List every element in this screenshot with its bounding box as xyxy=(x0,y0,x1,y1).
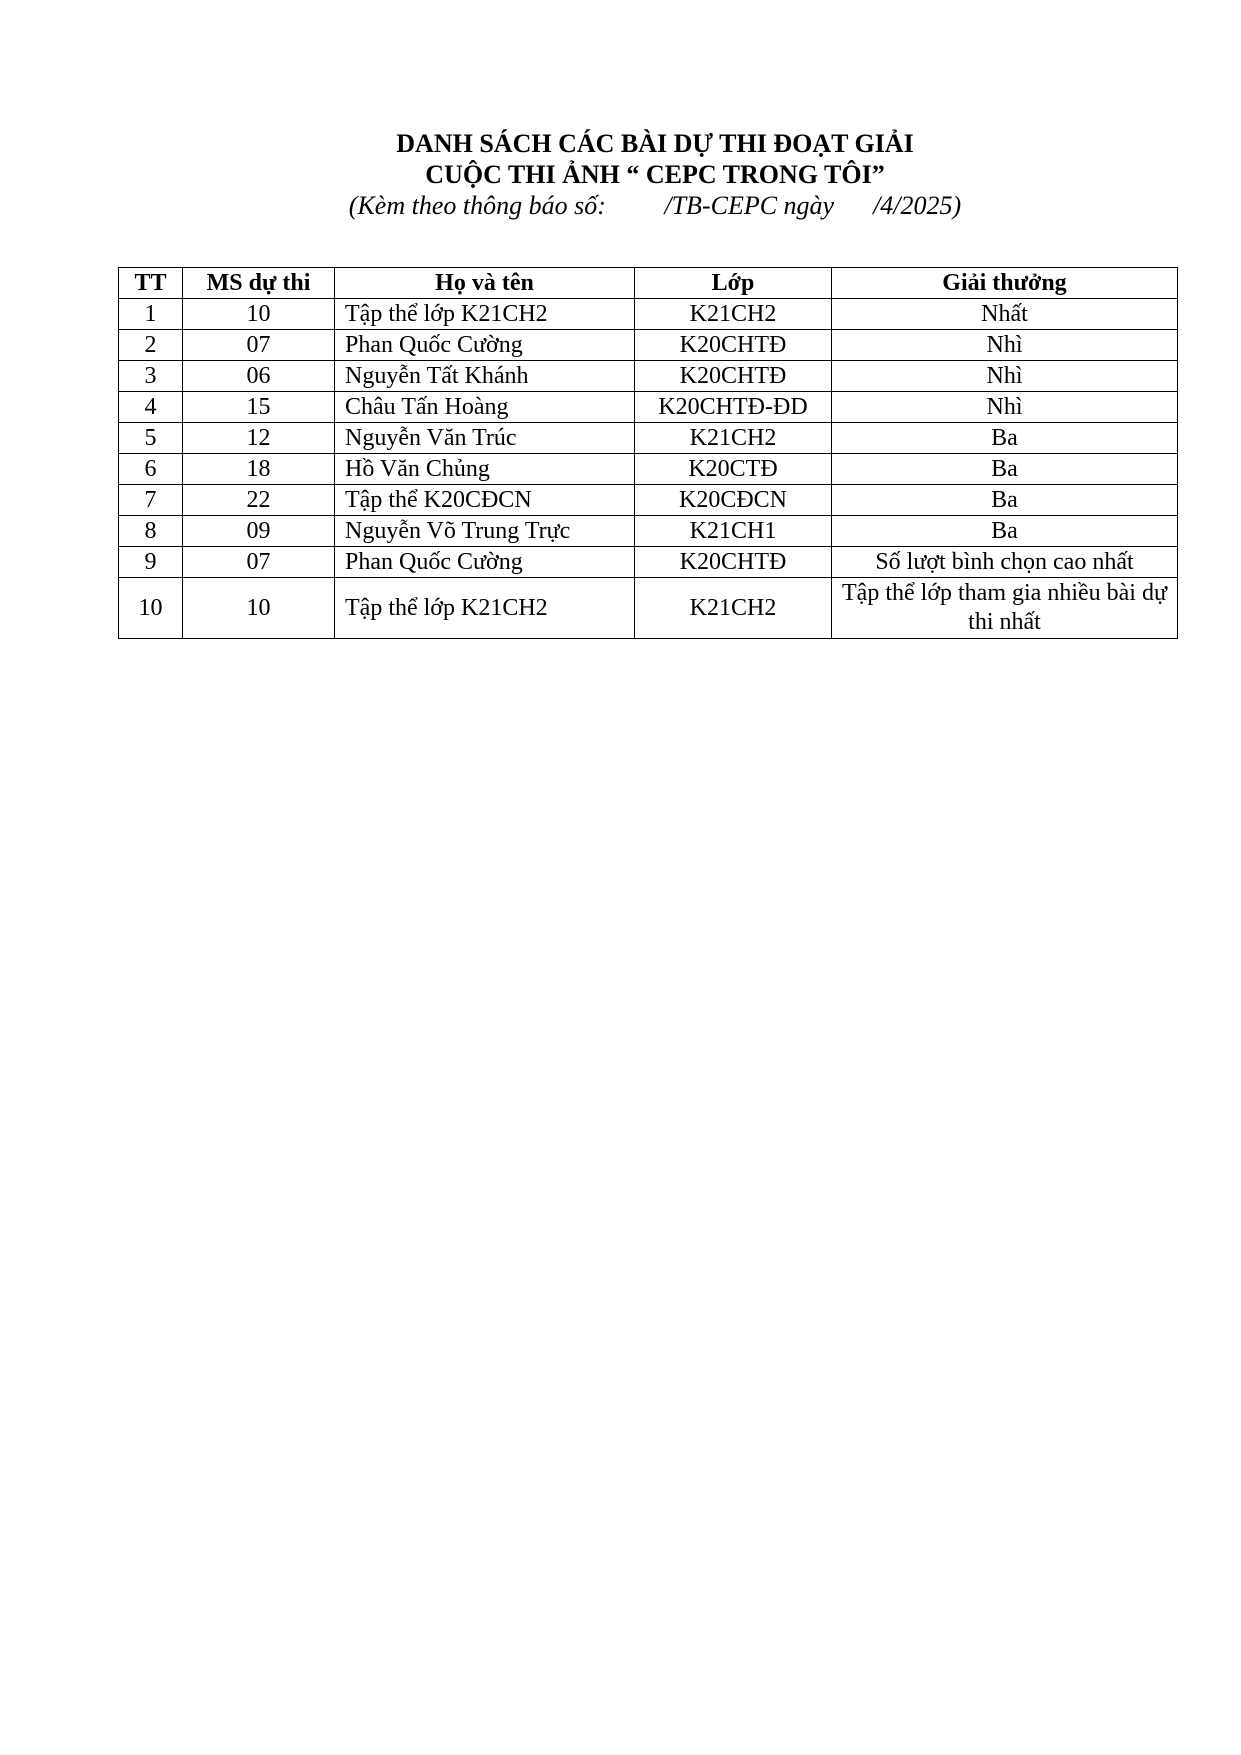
cell-ms: 06 xyxy=(183,361,335,392)
cell-ms: 22 xyxy=(183,485,335,516)
cell-award: Ba xyxy=(832,485,1178,516)
table-header-row xyxy=(119,268,1178,299)
header-tt: TT xyxy=(119,268,183,299)
cell-award: Nhất xyxy=(832,299,1178,330)
cell-tt: 6 xyxy=(119,454,183,485)
table-row xyxy=(119,516,1178,547)
cell-class: K20CTĐ xyxy=(635,454,832,485)
cell-tt: 5 xyxy=(119,423,183,454)
cell-award: Ba xyxy=(832,423,1178,454)
cell-tt: 9 xyxy=(119,547,183,578)
cell-tt: 10 xyxy=(119,578,183,639)
cell-ms: 12 xyxy=(183,423,335,454)
cell-name: Nguyễn Văn Trúc xyxy=(335,423,635,454)
cell-award: Nhì xyxy=(832,330,1178,361)
cell-class: K20CĐCN xyxy=(635,485,832,516)
header-award: Giải thưởng xyxy=(832,268,1178,299)
header-class: Lớp xyxy=(635,268,832,299)
table-body xyxy=(119,299,1178,639)
cell-name: Châu Tấn Hoàng xyxy=(335,392,635,423)
cell-name: Tập thể lớp K21CH2 xyxy=(335,299,635,330)
document-title-line1: DANH SÁCH CÁC BÀI DỰ THI ĐOẠT GIẢI xyxy=(396,129,914,158)
cell-name: Nguyễn Tất Khánh xyxy=(335,361,635,392)
cell-name: Tập thể K20CĐCN xyxy=(335,485,635,516)
document-subtitle: (Kèm theo thông báo số: /TB-CEPC ngày /4/2025) xyxy=(348,191,962,220)
cell-name: Nguyễn Võ Trung Trực xyxy=(335,516,635,547)
table-row xyxy=(119,423,1178,454)
cell-name: Hồ Văn Chủng xyxy=(335,454,635,485)
cell-tt: 8 xyxy=(119,516,183,547)
cell-class: K20CHTĐ-ĐD xyxy=(635,392,832,423)
cell-class: K21CH2 xyxy=(635,299,832,330)
cell-class: K20CHTĐ xyxy=(635,361,832,392)
cell-ms: 15 xyxy=(183,392,335,423)
cell-award: Nhì xyxy=(832,361,1178,392)
cell-ms: 09 xyxy=(183,516,335,547)
awards-table xyxy=(118,267,1178,639)
document-title-line2: CUỘC THI ẢNH “ CEPC TRONG TÔI” xyxy=(425,160,885,189)
cell-class: K21CH2 xyxy=(635,423,832,454)
cell-class: K20CHTĐ xyxy=(635,330,832,361)
cell-name: Tập thể lớp K21CH2 xyxy=(335,578,635,639)
table-row xyxy=(119,330,1178,361)
cell-class: K20CHTĐ xyxy=(635,547,832,578)
cell-tt: 1 xyxy=(119,299,183,330)
cell-name: Phan Quốc Cường xyxy=(335,330,635,361)
cell-award: Tập thể lớp tham gia nhiều bài dự thi nhất xyxy=(832,578,1178,639)
table-row xyxy=(119,578,1178,639)
header-ms: MS dự thi xyxy=(183,268,335,299)
cell-name: Phan Quốc Cường xyxy=(335,547,635,578)
table-row xyxy=(119,392,1178,423)
table-row xyxy=(119,299,1178,330)
cell-ms: 07 xyxy=(183,330,335,361)
cell-tt: 7 xyxy=(119,485,183,516)
cell-award: Ba xyxy=(832,454,1178,485)
cell-award: Nhì xyxy=(832,392,1178,423)
cell-tt: 3 xyxy=(119,361,183,392)
header-name: Họ và tên xyxy=(335,268,635,299)
cell-class: K21CH2 xyxy=(635,578,832,639)
cell-ms: 10 xyxy=(183,578,335,639)
cell-tt: 4 xyxy=(119,392,183,423)
cell-award: Ba xyxy=(832,516,1178,547)
cell-tt: 2 xyxy=(119,330,183,361)
table-row xyxy=(119,361,1178,392)
cell-ms: 10 xyxy=(183,299,335,330)
cell-ms: 07 xyxy=(183,547,335,578)
document-header xyxy=(0,128,1241,221)
table-row xyxy=(119,547,1178,578)
cell-ms: 18 xyxy=(183,454,335,485)
table-row xyxy=(119,485,1178,516)
table-row xyxy=(119,454,1178,485)
cell-class: K21CH1 xyxy=(635,516,832,547)
cell-award: Số lượt bình chọn cao nhất xyxy=(832,547,1178,578)
